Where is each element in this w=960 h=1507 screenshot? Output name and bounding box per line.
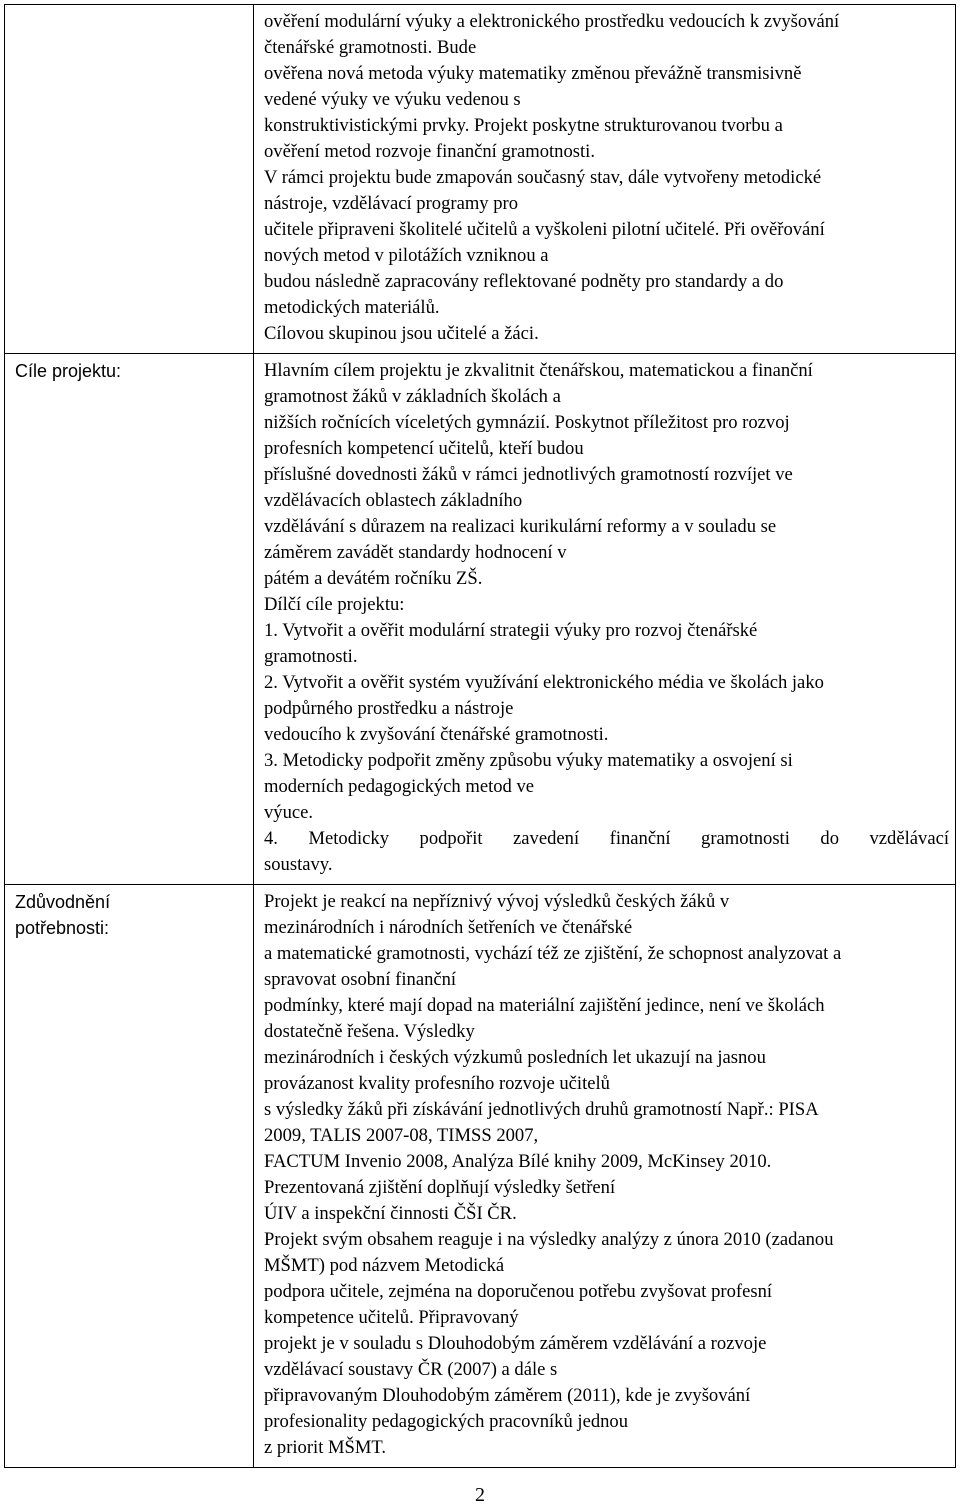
text-line: konstruktivistickými prvky. Projekt poskytne strukturovanou tvorbu a [264,115,783,136]
text-line: mezinárodních i českých výzkumů posledních let ukazují na jasnou [264,1047,766,1068]
text-line: podpůrného prostředku a nástroje [264,698,514,719]
text-line: Prezentovaná zjištění doplňují výsledky šetření [264,1177,616,1198]
text-line: ověření metod rozvoje finanční gramotnosti. [264,141,595,162]
row-label-cell [5,5,254,354]
table-row [5,885,956,1468]
text-line: profesionality pedagogických pracovníků jednou [264,1411,629,1432]
text-line: s výsledky žáků při získávání jednotlivých druhů gramotností Např.: PISA [264,1099,819,1120]
row-label-line: Cíle projektu: [15,361,122,381]
text-line: provázanost kvality profesního rozvoje učitelů [264,1073,610,1094]
text-line: vedené výuky ve výuku vedenou s [264,89,521,110]
text-line: 2009, TALIS 2007-08, TIMSS 2007, [264,1125,539,1146]
text-line: vzdělávacích oblastech základního [264,490,523,511]
text-line: dostatečně řešena. Výsledky [264,1021,475,1042]
text-line: výuce. [264,802,314,823]
text-line: moderních pedagogických metod ve [264,776,535,797]
text-line: záměrem zavádět standardy hodnocení v [264,542,567,563]
text-line: Projekt svým obsahem reaguje i na výsledky analýzy z února 2010 (zadanou [264,1229,834,1250]
text-line: příslušné dovednosti žáků v rámci jednotlivých gramotností rozvíjet ve [264,464,793,485]
text-line: 4. Metodicky podpořit zavedení finanční gramotnosti do vzdělávací [264,828,949,849]
text-line: nižších ročnících víceletých gymnázií. Poskytnot příležitost pro rozvoj [264,412,790,433]
text-line: Dílčí cíle projektu: [264,594,405,615]
row-label-line: potřebnosti: [15,918,110,938]
text-line: V rámci projektu bude zmapován současný stav, dále vytvořeny metodické [264,167,822,188]
text-line: pátém a devátém ročníku ZŠ. [264,568,483,589]
table-row [5,5,956,354]
text-line: čtenářské gramotnosti. Bude [264,37,477,58]
text-line: nových metod v pilotážích vzniknou a [264,245,549,266]
text-line: připravovaným Dlouhodobým záměrem (2011), kde je zvyšování [264,1385,751,1406]
text-line: Hlavním cílem projektu je zkvalitnit čtenářskou, matematickou a finanční [264,360,813,381]
text-line: gramotnost žáků v základních školách a [264,386,561,407]
text-line: metodických materiálů. [264,297,440,318]
table-row [5,354,956,885]
text-line: spravovat osobní finanční [264,969,457,990]
project-info-table [4,4,956,1468]
text-line: podmínky, které mají dopad na materiální zajištění jedince, není ve školách [264,995,825,1016]
text-line: vedoucího k zvyšování čtenářské gramotnosti. [264,724,609,745]
row-text-cell [254,5,956,354]
text-line: 3. Metodicky podpořit změny způsobu výuky matematiky a osvojení si [264,750,793,771]
text-line: projekt je v souladu s Dlouhodobým záměrem vzdělávání a rozvoje [264,1333,767,1354]
text-line: soustavy. [264,854,333,875]
text-line: 1. Vytvořit a ověřit modulární strategii výuky pro rozvoj čtenářské [264,620,758,641]
text-line: učitele připraveni školitelé učitelů a vyškoleni pilotní učitelé. Při ověřování [264,219,825,240]
text-line: ověřena nová metoda výuky matematiky změnou převážně transmisivně [264,63,802,84]
text-line: vzdělávání s důrazem na realizaci kurikulární reformy a v souladu se [264,516,777,537]
table-body [5,5,956,1468]
text-line: z priorit MŠMT. [264,1437,387,1458]
row-label-line: Zdůvodnění [15,892,111,912]
text-line: Cílovou skupinou jsou učitelé a žáci. [264,323,539,344]
text-line: profesních kompetencí učitelů, kteří budou [264,438,584,459]
text-line: ověření modulární výuky a elektronického prostředku vedoucích k zvyšování [264,11,840,32]
text-line: 2. Vytvořit a ověřit systém využívání elektronického média ve školách jako [264,672,824,693]
text-line: budou následně zapracovány reflektované podněty pro standardy a do [264,271,784,292]
text-line: nástroje, vzdělávací programy pro [264,193,519,214]
text-line: Projekt je reakcí na nepříznivý vývoj výsledků českých žáků v [264,891,730,912]
row-text-cell [254,885,956,1468]
text-line: ÚIV a inspekční činnosti ČŠI ČR. [264,1203,517,1224]
text-line: a matematické gramotnosti, vychází též ze zjištění, že schopnost analyzovat a [264,943,842,964]
text-line: mezinárodních i národních šetřeních ve čtenářské [264,917,633,938]
row-label-cell [5,354,254,885]
text-line: kompetence učitelů. Připravovaný [264,1307,519,1328]
text-line: vzdělávací soustavy ČR (2007) a dále s [264,1359,558,1380]
row-label-cell [5,885,254,1468]
text-line: podpora učitele, zejména na doporučenou potřebu zvyšovat profesní [264,1281,773,1302]
text-line: FACTUM Invenio 2008, Analýza Bílé knihy 2009, McKinsey 2010. [264,1151,772,1172]
page-number: 2 [475,1484,485,1506]
text-line: gramotnosti. [264,646,358,667]
row-text-cell [254,354,956,885]
text-line: MŠMT) pod názvem Metodická [264,1255,505,1276]
